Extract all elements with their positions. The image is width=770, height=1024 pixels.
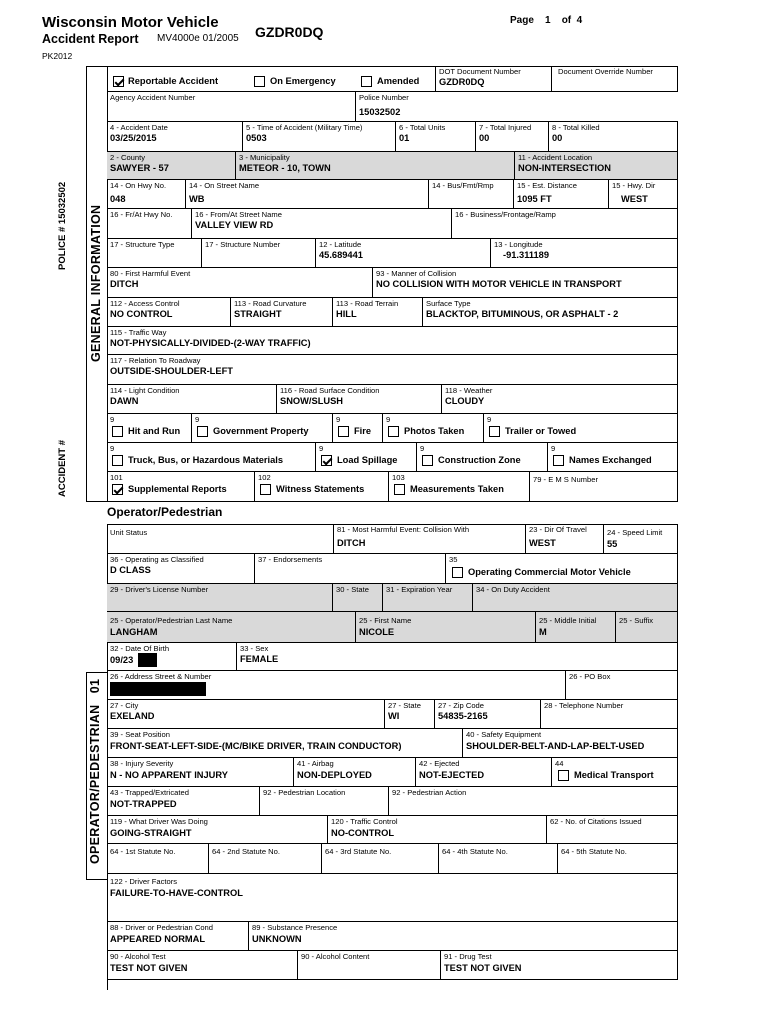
load-spillage-cell [316, 443, 417, 472]
redaction [110, 682, 206, 696]
on-street-cell [186, 180, 429, 209]
commercial-vehicle-checkbox[interactable] [452, 567, 463, 578]
light-label: 114 - Light Condition [110, 386, 180, 395]
inj-label: 38 - Injury Severity [110, 759, 174, 768]
address-cell [107, 671, 566, 700]
medical: Medical Transport [574, 770, 654, 780]
travel-value: WEST [529, 538, 556, 548]
lat-label: 12 - Latitude [319, 240, 362, 249]
witness-statements-checkbox[interactable] [260, 484, 271, 495]
on-duty-cell [473, 584, 678, 612]
n9: 9 [336, 415, 341, 424]
n9: 9 [420, 444, 425, 453]
supplemental-reports-checkbox[interactable] [112, 484, 123, 495]
names-exchanged-checkbox[interactable] [553, 455, 564, 466]
business-frontage-cell [452, 209, 678, 239]
fire: Fire [354, 426, 372, 436]
po-box-cell [566, 671, 678, 700]
ems: 79 - E M S Number [533, 475, 598, 484]
hwy-label: 14 - On Hwy No. [110, 181, 167, 190]
driver-doing-cell [107, 816, 328, 844]
n9: 9 [551, 444, 556, 453]
injured-label: 7 - Total Injured [479, 123, 532, 132]
harm-value: DITCH [110, 279, 139, 289]
biz-label: 16 - Business/Frontage/Ramp [455, 210, 556, 219]
ejected-cell [416, 758, 552, 787]
po-label: 26 - PO Box [569, 672, 611, 681]
access-label: 112 - Access Control [110, 299, 180, 308]
measurements-taken-cell [389, 472, 530, 502]
units-value: 01 [399, 133, 410, 143]
cond-value: APPEARED NORMAL [110, 934, 206, 944]
s3: 64 - 3rd Statute No. [325, 847, 392, 856]
trailer-towed-checkbox[interactable] [489, 426, 500, 437]
last-value: LANGHAM [110, 627, 158, 637]
load-spillage-checkbox[interactable] [321, 455, 332, 466]
suffix-cell [616, 612, 678, 643]
st-value: WI [388, 711, 400, 721]
est-distance-cell [514, 180, 609, 209]
alcohol-test-cell [107, 951, 298, 980]
speed-label: 24 - Speed Limit [607, 528, 663, 537]
date-of-birth-cell [107, 643, 237, 671]
hit-and-run-cell [107, 414, 192, 443]
govprop: Government Property [213, 426, 309, 436]
tc-value: NO-CONTROL [331, 828, 395, 838]
s2: 64 - 2nd Statute No. [212, 847, 280, 856]
n9: 9 [110, 415, 115, 424]
government-property-cell [192, 414, 333, 443]
spill: Load Spillage [337, 455, 398, 465]
amended-label: Amended [377, 76, 420, 86]
pk-code: PK2012 [42, 51, 73, 61]
measure: Measurements Taken [410, 484, 504, 494]
tel-label: 28 - Telephone Number [544, 701, 624, 710]
total-killed-cell [549, 122, 678, 152]
lon-label: 13 - Longitude [494, 240, 543, 249]
mh-label: 81 - Most Harmful Event: Collision With [337, 525, 470, 534]
photos: Photos Taken [404, 426, 465, 436]
names-exchanged-cell [548, 443, 678, 472]
cond-label: 88 - Driver or Pedestrian Cond [110, 923, 213, 932]
commercial-vehicle-cell [446, 554, 678, 584]
fire-checkbox[interactable] [338, 426, 349, 437]
county-value: SAWYER - 57 [110, 163, 169, 173]
government-property-checkbox[interactable] [197, 426, 208, 437]
class-value: D CLASS [110, 565, 151, 575]
pedestrian-location-cell [260, 787, 389, 816]
lon-value: -91.311189 [503, 250, 550, 260]
citations-cell [547, 816, 678, 844]
dir-of-travel-cell [526, 524, 604, 554]
hwy-value: 048 [110, 194, 126, 204]
terr-value: HILL [336, 309, 357, 319]
seat-label: 39 - Seat Position [110, 730, 170, 739]
s5: 64 - 5th Statute No. [561, 847, 627, 856]
most-harmful-event-cell [334, 524, 526, 554]
license-number-cell [107, 584, 333, 612]
alcc-label: 90 - Alcohol Content [301, 952, 370, 961]
substance-presence-cell [249, 922, 678, 951]
alcohol-content-cell [298, 951, 441, 980]
statute-5-cell [558, 844, 678, 874]
access-value: NO CONTROL [110, 309, 173, 319]
dir-value: WEST [621, 194, 648, 204]
alc-value: TEST NOT GIVEN [110, 963, 188, 973]
safety-value: SHOULDER-BELT-AND-LAP-BELT-USED [466, 741, 645, 751]
subst-label: 89 - Substance Presence [252, 923, 338, 932]
n9: 9 [386, 415, 391, 424]
pedloc-label: 92 - Pedestrian Location [263, 788, 346, 797]
measurements-taken-checkbox[interactable] [394, 484, 405, 495]
muni-value: METEOR - 10, TOWN [239, 163, 331, 173]
first-label: 25 - First Name [359, 616, 412, 625]
city-label: 27 - City [110, 701, 139, 710]
duty-label: 34 - On Duty Accident [476, 585, 550, 594]
photos-taken-cell [383, 414, 484, 443]
street-value: WB [189, 194, 205, 204]
statute-3-cell [322, 844, 439, 874]
pedestrian-action-cell [389, 787, 678, 816]
road-curvature-cell [231, 298, 333, 327]
bus-fmt-rmp-cell [429, 180, 514, 209]
killed-value: 00 [552, 133, 563, 143]
weather-value: CLOUDY [445, 396, 485, 406]
status-label: Unit Status [110, 528, 148, 537]
sex-label: 33 - Sex [240, 644, 269, 653]
lic-label: 29 - Driver's License Number [110, 585, 209, 594]
road-terrain-cell [333, 298, 423, 327]
injury-severity-cell [107, 758, 294, 787]
photos-taken-checkbox[interactable] [388, 426, 399, 437]
reportable-checkbox[interactable] [113, 76, 124, 87]
seat-value: FRONT-SEAT-LEFT-SIDE-(MC/BIKE DRIVER, TRAIN CONDUCTOR) [110, 741, 402, 751]
longitude-cell [491, 239, 678, 268]
dot-label: DOT Document Number [439, 67, 521, 76]
class-label: 36 - Operating as Classified [110, 555, 204, 564]
n9: 9 [319, 444, 324, 453]
safety-label: 40 - Safety Equipment [466, 730, 542, 739]
n101: 101 [110, 473, 123, 482]
medical-transport-checkbox[interactable] [558, 770, 569, 781]
operator-section-title: Operator/Pedestrian [107, 505, 223, 519]
suffix-label: 25 - Suffix [619, 616, 654, 625]
doing-label: 119 - What Driver Was Doing [110, 817, 208, 826]
n9: 9 [195, 415, 200, 424]
trap-label: 43 - Trapped/Extricated [110, 788, 189, 797]
construction: Construction Zone [438, 455, 521, 465]
speed-limit-cell [604, 524, 678, 554]
police-number-cell [356, 92, 678, 122]
expiration-year-cell [383, 584, 473, 612]
s1: 64 - 1st Statute No. [110, 847, 176, 856]
fr-at-hwy-cell [107, 209, 192, 239]
construction-zone-checkbox[interactable] [422, 455, 433, 466]
license-state-cell [333, 584, 383, 612]
middle-initial-cell [536, 612, 616, 643]
witness: Witness Statements [276, 484, 365, 494]
endorsements-cell [255, 554, 446, 584]
n9: 9 [110, 444, 115, 453]
dob-value: 09/23 [110, 655, 134, 665]
police-label: Police Number [359, 93, 409, 102]
emergency-label: On Emergency [270, 76, 336, 86]
zip-value: 54835-2165 [438, 711, 488, 721]
statute-4-cell [439, 844, 558, 874]
frhwy-label: 16 - Fr/At Hwy No. [110, 210, 173, 219]
traffic-control-cell [328, 816, 547, 844]
statute-2-cell [209, 844, 322, 874]
total-units-cell [396, 122, 476, 152]
trapped-extricated-cell [107, 787, 260, 816]
state-cell [385, 700, 435, 729]
alc-label: 90 - Alcohol Test [110, 952, 166, 961]
weather-label: 118 - Weather [445, 386, 493, 395]
mh-value: DITCH [337, 538, 366, 548]
names: Names Exchanged [569, 455, 652, 465]
operator-bracket [86, 672, 108, 880]
tc-label: 120 - Traffic Control [331, 817, 398, 826]
on-hwy-cell [107, 180, 186, 209]
telephone-cell [541, 700, 678, 729]
cmv: Operating Commercial Motor Vehicle [468, 567, 631, 577]
cit-label: 62 - No. of Citations Issued [550, 817, 642, 826]
seat-position-cell [107, 729, 463, 758]
from-at-street-cell [192, 209, 452, 239]
emergency-checkbox[interactable] [254, 76, 265, 87]
hwy-dir-cell [609, 180, 678, 209]
drug-value: TEST NOT GIVEN [444, 963, 522, 973]
manner-of-collision-cell [373, 268, 678, 298]
harm-label: 80 - First Harmful Event [110, 269, 191, 278]
driver-factors-cell [107, 874, 678, 922]
accident-time-cell [243, 122, 396, 152]
curv-label: 113 - Road Curvature [234, 299, 307, 308]
surf-value: BLACKTOP, BITUMINOUS, OR ASPHALT - 2 [426, 309, 619, 319]
unit-status-cell [107, 524, 334, 554]
relation-to-roadway-cell [107, 355, 678, 385]
manner-label: 93 - Manner of Collision [376, 269, 457, 278]
killed-label: 8 - Total Killed [552, 123, 600, 132]
weather-cell [442, 385, 678, 414]
last-label: 25 - Operator/Pedestrian Last Name [110, 616, 233, 625]
first-harmful-event-cell [107, 268, 373, 298]
mid-value: M [539, 627, 547, 637]
witness-statements-cell [255, 472, 389, 502]
factors-value: FAILURE-TO-HAVE-CONTROL [110, 888, 243, 898]
light-value: DAWN [110, 396, 139, 406]
operating-class-cell [107, 554, 255, 584]
bus-label: 14 - Bus/Fmt/Rmp [432, 181, 494, 190]
traffic-value: NOT-PHYSICALLY-DIVIDED-(2-WAY TRAFFIC) [110, 338, 311, 348]
curv-value: STRAIGHT [234, 309, 282, 319]
n44: 44 [555, 759, 564, 768]
police-number-side-label: POLICE # 15032502 [57, 181, 68, 270]
st-label: 27 - State [388, 701, 421, 710]
dir-label: 15 - Hwy. Dir [612, 181, 656, 190]
driver-condition-cell [107, 922, 249, 951]
drug-label: 91 - Drug Test [444, 952, 492, 961]
city-value: EXELAND [110, 711, 155, 721]
date-value: 03/25/2015 [110, 133, 157, 143]
subst-value: UNKNOWN [252, 934, 302, 944]
first-value: NICOLE [359, 627, 395, 637]
s4: 64 - 4th Statute No. [442, 847, 508, 856]
amended-checkbox[interactable] [361, 76, 372, 87]
loc-value: NON-INTERSECTION [518, 163, 611, 173]
road-surface-cell [277, 385, 442, 414]
form-subtitle: Accident Report [42, 32, 139, 46]
supp: Supplemental Reports [128, 484, 227, 494]
document-number: GZDR0DQ [255, 24, 324, 40]
operator-pedestrian-side-label: OPERATOR/PEDESTRIAN 01 [88, 678, 102, 864]
snum-label: 17 - Structure Number [205, 240, 281, 249]
last-name-cell [107, 612, 356, 643]
statute-1-cell [107, 844, 209, 874]
truck: Truck, Bus, or Hazardous Materials [128, 455, 283, 465]
n103: 103 [392, 473, 405, 482]
dist-value: 1095 FT [517, 194, 552, 204]
medical-transport-cell [552, 758, 678, 787]
n9: 9 [487, 415, 492, 424]
injured-value: 00 [479, 133, 490, 143]
endorse-label: 37 - Endorsements [258, 555, 323, 564]
eject-label: 42 - Ejected [419, 759, 460, 768]
dot-number-value: GZDR0DQ [439, 77, 485, 87]
muni-label: 3 - Municipality [239, 153, 290, 162]
redaction [138, 653, 157, 667]
override-label: Document Override Number [558, 67, 653, 76]
supplemental-reports-cell [107, 472, 255, 502]
structure-number-cell [202, 239, 316, 268]
first-name-cell [356, 612, 536, 643]
accident-date-cell [107, 122, 243, 152]
accident-location-cell [515, 152, 678, 180]
time-label: 5 - Time of Accident (Military Time) [246, 123, 363, 132]
county-cell [107, 152, 236, 180]
terr-label: 113 - Road Terrain [336, 299, 399, 308]
travel-label: 23 - Dir Of Travel [529, 525, 587, 534]
airbag-label: 41 - Airbag [297, 759, 334, 768]
agency-label: Agency Accident Number [110, 93, 196, 102]
safety-equipment-cell [463, 729, 678, 758]
stype-label: 17 - Structure Type [110, 240, 175, 249]
exp-label: 31 - Expiration Year [386, 585, 453, 594]
flags-row-cell [107, 66, 436, 92]
eject-value: NOT-EJECTED [419, 770, 485, 780]
factors-label: 122 - Driver Factors [110, 877, 178, 886]
county-label: 2 - County [110, 153, 146, 162]
hitrun: Hit and Run [128, 426, 181, 436]
trap-value: NOT-TRAPPED [110, 799, 177, 809]
general-bracket [86, 66, 108, 502]
speed-value: 55 [607, 539, 618, 549]
construction-zone-cell [417, 443, 548, 472]
frst-value: VALLEY VIEW RD [195, 220, 274, 230]
sex-value: FEMALE [240, 654, 279, 664]
city-cell [107, 700, 385, 729]
reportable-label: Reportable Accident [128, 76, 219, 86]
date-label: 4 - Accident Date [110, 123, 168, 132]
light-condition-cell [107, 385, 277, 414]
trailer: Trailer or Towed [505, 426, 577, 436]
traffic-way-cell [107, 327, 678, 355]
override-number-cell [552, 66, 678, 92]
mid-label: 25 - Middle Initial [539, 616, 597, 625]
municipality-cell [236, 152, 515, 180]
truck-bus-hazmat-checkbox[interactable] [112, 455, 123, 466]
doing-value: GOING-STRAIGHT [110, 828, 192, 838]
truck-bus-hazmat-cell [107, 443, 316, 472]
loc-label: 11 - Accident Location [518, 153, 593, 162]
surf-label: Surface Type [426, 299, 471, 308]
units-label: 6 - Total Units [399, 123, 446, 132]
page-indicator: Page 1 of 4 [510, 15, 583, 26]
rsc-value: SNOW/SLUSH [280, 396, 344, 406]
inj-value: N - NO APPARENT INJURY [110, 770, 228, 780]
fire-cell [333, 414, 383, 443]
zip-code-cell [435, 700, 541, 729]
traffic-label: 115 - Traffic Way [110, 328, 167, 337]
manner-value: NO COLLISION WITH MOTOR VEHICLE IN TRANSPORT [376, 279, 622, 289]
rel-label: 117 - Relation To Roadway [110, 356, 201, 365]
form-title: Wisconsin Motor Vehicle [42, 14, 219, 31]
sex-cell [237, 643, 678, 671]
airbag-cell [294, 758, 416, 787]
ems-number-cell [530, 472, 678, 502]
hit-and-run-checkbox[interactable] [112, 426, 123, 437]
n35: 35 [449, 555, 458, 564]
general-information-label: GENERAL INFORMATION [89, 204, 103, 362]
pedact-label: 92 - Pedestrian Action [392, 788, 467, 797]
latitude-cell [316, 239, 491, 268]
frst-label: 16 - From/At Street Name [195, 210, 282, 219]
dob-label: 32 - Date Of Birth [110, 644, 170, 653]
surface-type-cell [423, 298, 678, 327]
n102: 102 [258, 473, 271, 482]
agency-number-cell [107, 92, 356, 122]
time-value: 0503 [246, 133, 267, 143]
accident-number-side-label: ACCIDENT # [57, 439, 68, 497]
dist-label: 15 - Est. Distance [517, 181, 577, 190]
state-label: 30 - State [336, 585, 369, 594]
rsc-label: 116 - Road Surface Condition [280, 386, 380, 395]
lat-value: 45.689441 [319, 250, 363, 260]
police-value: 15032502 [359, 107, 401, 117]
addr-label: 26 - Address Street & Number [110, 672, 212, 681]
total-injured-cell [476, 122, 549, 152]
drug-test-cell [441, 951, 678, 980]
trailer-towed-cell [484, 414, 678, 443]
rel-value: OUTSIDE-SHOULDER-LEFT [110, 366, 233, 376]
form-code: MV4000e 01/2005 [157, 33, 239, 44]
airbag-value: NON-DEPLOYED [297, 770, 372, 780]
dot-number-cell [436, 66, 552, 92]
structure-type-cell [107, 239, 202, 268]
access-control-cell [107, 298, 231, 327]
street-label: 14 - On Street Name [189, 181, 260, 190]
zip-label: 27 - Zip Code [438, 701, 485, 710]
